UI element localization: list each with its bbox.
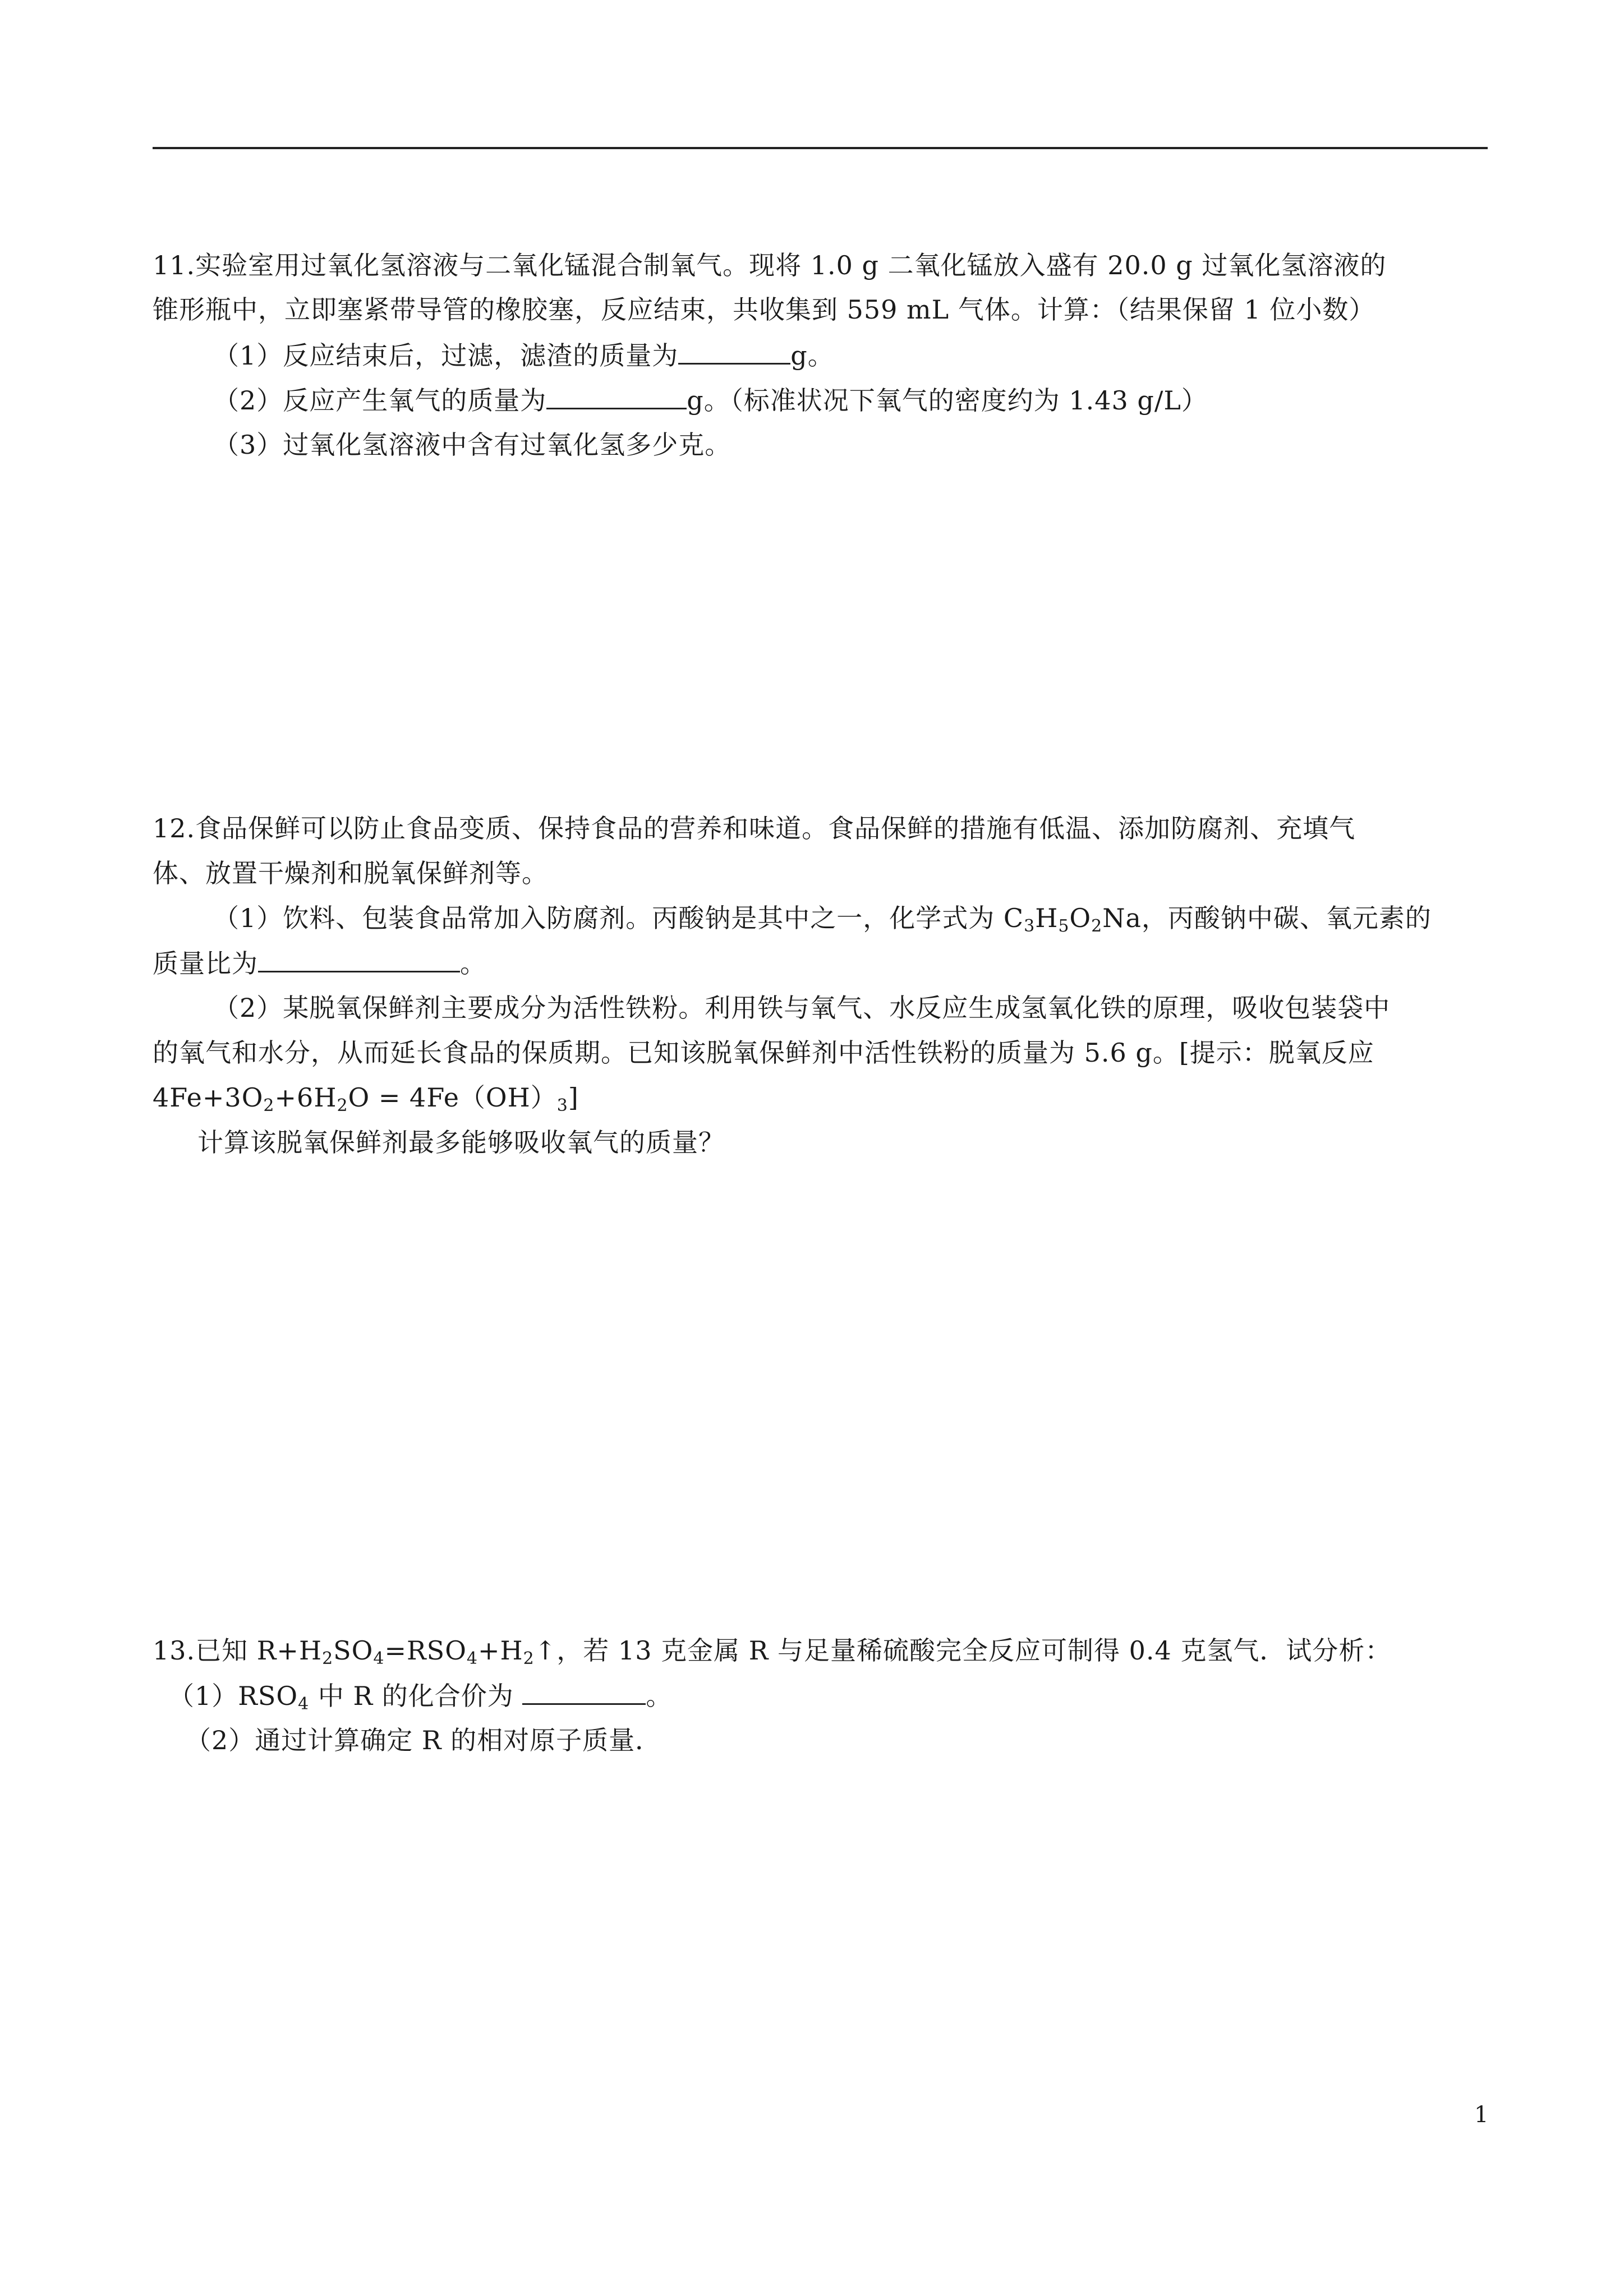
q12-calc-prompt: 计算该脱氧保鲜剂最多能够吸收氧气的质量？: [197, 1127, 725, 1158]
subscript: 2: [337, 1096, 348, 1115]
q11-part1: [213, 338, 834, 372]
subscript: 3: [556, 1096, 568, 1115]
q11-answer-blank-1[interactable]: [678, 338, 790, 365]
q13-answer-blank-1[interactable]: [522, 1679, 646, 1705]
q13-text: ↑，若 13 克金属 R 与足量稀硫酸完全反应可制得 0.4 克氢气．试分析：: [534, 1635, 1392, 1666]
q13-part1: [168, 1679, 672, 1713]
subscript: 2: [322, 1649, 334, 1668]
q13-part1-end: 。: [646, 1681, 673, 1711]
q13-part1-text: 中 R 的化合价为: [309, 1681, 523, 1711]
q13-text: SO: [333, 1635, 374, 1666]
q13-text: =RSO: [384, 1635, 467, 1666]
q11-stem-line1: 11.实验室用过氧化氢溶液与二氧化锰混合制氧气。现将 1.0 g 二氧化锰放入盛有 20.0 g 过氧化氢溶液的: [153, 250, 1387, 280]
q11-part2-text: （2）反应产生氧气的质量为: [213, 385, 547, 416]
eq-part: O = 4Fe（OH）: [348, 1082, 557, 1113]
q13-text: +H: [478, 1635, 523, 1666]
q12-part2-line1: （2）某脱氧保鲜剂主要成分为活性铁粉。利用铁与氧气、水反应生成氢氧化铁的原理，吸收包装袋中: [213, 993, 1391, 1023]
subscript: 3: [1024, 916, 1036, 936]
q11-part1-text: （1）反应结束后，过滤，滤渣的质量为: [213, 340, 679, 371]
q12-part1-line2-end: 。: [460, 948, 486, 979]
q11-part3: （3）过氧化氢溶液中含有过氧化氢多少克。: [213, 430, 732, 460]
eq-part: ]: [568, 1082, 579, 1113]
subscript: 4: [298, 1694, 310, 1714]
q12-part1-line1: [213, 901, 1432, 935]
q11-part1-unit: g。: [790, 340, 834, 371]
q12-part2-line2: 的氧气和水分，从而延长食品的保质期。已知该脱氧保鲜剂中活性铁粉的质量为 5.6 g。[提示：脱氧反应: [153, 1038, 1374, 1068]
q13-part2: （2）通过计算确定 R 的相对原子质量．: [185, 1725, 662, 1755]
q11-stem-line2: 锥形瓶中，立即塞紧带导管的橡胶塞，反应结束，共收集到 559 mL 气体。计算：（结果保留 1 位小数）: [153, 294, 1375, 325]
subscript: 2: [523, 1649, 535, 1668]
subscript: 2: [263, 1096, 275, 1115]
q12-part1-text-a: （1）饮料、包装食品常加入防腐剂。丙酸钠是其中之一，化学式为 C: [213, 903, 1024, 933]
q12-stem-line2: 体、放置干燥剂和脱氧保鲜剂等。: [153, 858, 548, 888]
q13-part1-text: （1）RSO: [168, 1681, 298, 1711]
eq-part: +6H: [274, 1082, 337, 1113]
q12-part1-text-b: H: [1035, 903, 1059, 933]
subscript: 4: [466, 1649, 478, 1668]
q12-equation: [153, 1081, 579, 1114]
q11-answer-blank-2[interactable]: [546, 383, 687, 409]
q13-stem: [153, 1634, 1391, 1667]
q12-part1-text-c: O: [1069, 903, 1092, 933]
q12-part1-line2: [153, 946, 486, 980]
q12-stem-line1: 12.食品保鲜可以防止食品变质、保持食品的营养和味道。食品保鲜的措施有低温、添加防腐剂、充填气: [153, 813, 1356, 843]
q11-part2-tail: g。（标准状况下氧气的密度约为 1.43 g/L）: [687, 385, 1208, 416]
page-number: 1: [1474, 2102, 1489, 2128]
subscript: 4: [373, 1649, 385, 1668]
header-rule: [153, 147, 1488, 149]
subscript: 5: [1058, 916, 1070, 936]
q11-part2: [213, 383, 1208, 417]
q12-part1-text-d: Na，丙酸钠中碳、氧元素的: [1102, 903, 1432, 933]
eq-part: 4Fe+3O: [153, 1082, 264, 1113]
subscript: 2: [1091, 916, 1103, 936]
q12-part1-line2-text: 质量比为: [153, 948, 258, 979]
q13-text: 13.已知 R+H: [153, 1635, 323, 1666]
q12-answer-blank-1[interactable]: [258, 946, 460, 972]
